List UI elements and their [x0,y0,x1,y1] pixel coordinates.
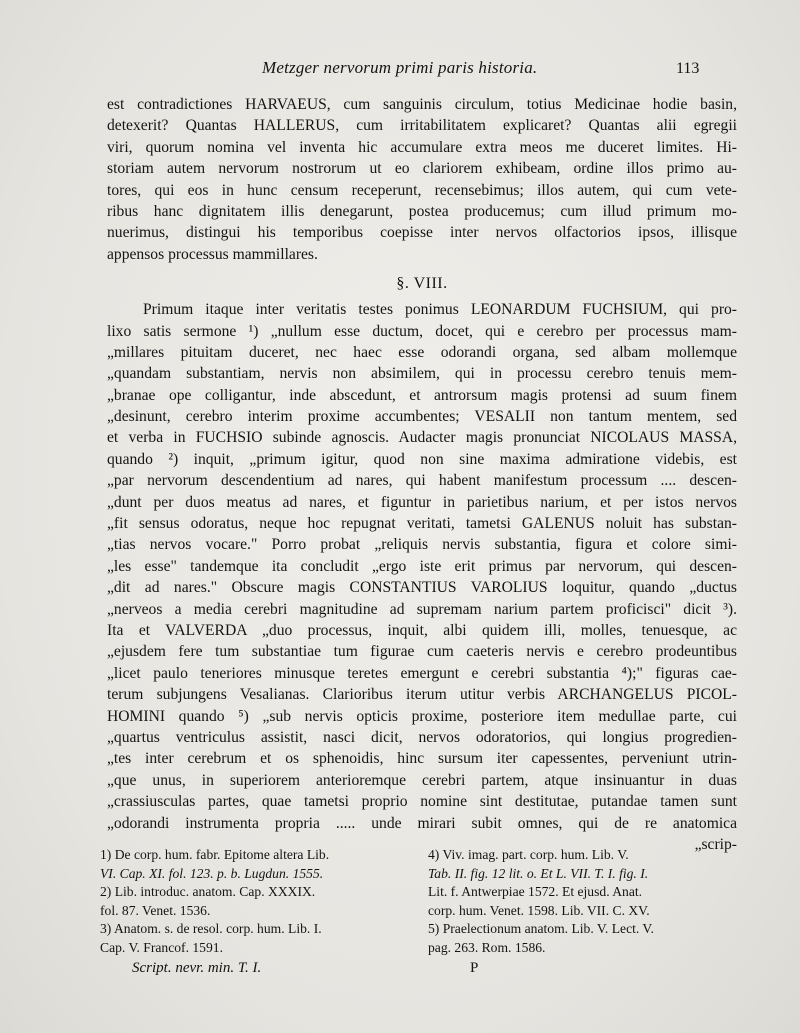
text-line: „tias nervos vocare." Porro probat „reliquis nervis substantia, figura et colore simi- [107,536,737,554]
text-line: detexerit? Quantas HALLERUS, cum irritabilitatem explicaret? Quantas alii egregii [107,117,737,135]
text-line: „quartus ventriculus assistit, nasci dicit, nervos odoratorios, qui longius progredien- [107,728,737,746]
catchword: „scrip- [694,835,737,853]
text-line: Primum itaque inter veritatis testes ponimus LEONARDUM FUCHSIUM, qui pro- [143,301,737,319]
signature-label: Script. nevr. min. T. I. [132,960,262,976]
text-line: „nerveos a media cerebri magnitudine ad supremam narium partem proficisci" dicit ³). [107,600,737,618]
text-line: est contradictiones HARVAEUS, cum sanguinis circulum, totius Medicinae hodie basin, [107,96,737,113]
section-paragraph [107,299,737,855]
text-line: HOMINI quando ⁵) „sub nervis opticis proxime, posteriore item medullae parte, cui [107,707,737,725]
footnote-line: fol. 87. Venet. 1536. [100,902,211,918]
footnote-line: corp. hum. Venet. 1598. Lib. VII. C. XV. [428,902,650,918]
text-line: „millares pituitam duceret, nec haec esse odorandi organa, sed albam mollemque [107,343,737,361]
text-line: viri, quorum nomina vel inventa hic accumulare extra meos me duceret limites. Hi- [107,138,737,156]
page-footer [0,960,800,984]
text-line: storiam autem nervorum nostrorum ut eo clariorem exhibeam, ordine illos primo au- [107,160,737,178]
text-line: „desinunt, cerebro interim proxime accumbentes; VESALII non tantum mentem, sed [107,408,737,426]
running-title: Metzger nervorum primi paris historia. [262,58,538,77]
section-heading: §. VIII. [396,275,448,293]
text-line: „odorandi instrumenta propria ..... unde mirari subit omnes, qui de re anatomica [107,814,737,832]
text-line: tores, qui eos in hunc censum receperunt, recensebimus; illos autem, qui cum vete- [107,181,737,199]
text-line: et verba in FUCHSIO subinde agnoscis. Audacter magis pronunciat NICOLAUS MASSA, [107,429,737,447]
text-line: appensos processus mammillares. [107,245,318,263]
text-line: „les esse" tandemque ita concludit „ergo iste erit primus par nervorum, qui descen- [107,557,737,575]
text-line: Ita et VALVERDA „duo processus, inquit, albi quidem illi, molles, tenuesque, ac [107,621,737,639]
text-line: „branae ope colligantur, inde abscedunt, et antrorsum magis protensi ad suum finem [107,386,737,404]
footnote-line: 1) De corp. hum. fabr. Epitome altera Lib. [100,847,330,862]
signature-mark: P [470,960,479,976]
footnote-line: VI. Cap. XI. fol. 123. p. b. Lugdun. 1555. [100,865,324,881]
footnotes [100,846,740,956]
text-line: „tes inter cerebrum et os sphenoidis, hinc sursum iter capessentes, perveniunt utrin- [107,750,737,768]
text-line: „dit ad nares." Obscure magis CONSTANTIUS VAROLIUS loquitur, quando „ductus [107,579,737,597]
body-text [107,94,737,855]
footnote-line: 2) Lib. introduc. anatom. Cap. XXXIX. [100,884,316,900]
footnote-line: 5) Praelectionum anatom. Lib. V. Lect. V. [428,921,654,937]
text-line: „par nervorum descendentium ad nares, qui habent manifestum processum .... descen- [107,472,737,490]
text-line: quando ²) inquit, „primum igitur, quod non sine maxima admiratione videbis, est [107,450,737,468]
footnote-line: Cap. V. Francof. 1591. [100,939,223,955]
footnote-line: Tab. II. fig. 12 lit. o. Et L. VII. T. I. fig. I. [428,865,649,881]
text-line: „que unus, in superiorem anterioremque cerebri partem, atque insinuantur in duas [107,771,737,789]
text-line: „crassiusculas partes, quae tametsi proprio nomine sint destitutae, putandae tamen sunt [107,793,737,811]
footnotes-left-column [100,846,400,958]
text-line: lixo satis sermone ¹) „nullum esse ductum, docet, qui e cerebro per processus mam- [107,322,737,340]
footnote-line: 4) Viv. imag. part. corp. hum. Lib. V. [428,847,629,862]
text-line: nuerimus, distingui his temporibus coepisse inter nervos olfactorios ipsos, illisque [107,224,737,242]
intro-paragraph [107,94,737,265]
text-line: terum subjungens Vesalianas. Clarioribus iterum utitur verbis ARCHANGELUS PICOL- [107,686,737,704]
text-line: „ejusdem fere tum substantiae tum figurae cum caeteris nervis e cerebro prodeuntibus [107,643,737,661]
text-line: „licet paulo teneriores minusque teretes emergunt e cerebri substantia ⁴);" figuras cae- [107,664,737,682]
running-head [0,58,800,82]
footnote-line: 3) Anatom. s. de resol. corp. hum. Lib. I. [100,921,322,937]
footnote-line: pag. 263. Rom. 1586. [428,939,546,955]
footnotes-right-column [428,846,728,958]
text-line: ribus hanc dignitatem illis denegarunt, postea producemus; cum illud primum mo- [107,202,737,220]
text-line: „fit sensus odoratus, neque hoc repugnat veritati, tametsi GALENUS noluit has substan- [107,515,737,533]
page-number: 113 [676,60,700,77]
footnote-line: Lit. f. Antwerpiae 1572. Et ejusd. Anat. [428,884,643,900]
text-line: „quandam substantiam, nervis non absimilem, qui in processu cerebro tenuis mem- [107,365,737,383]
text-line: „dunt per duos meatus ad nares, et figuntur in parietibus narium, et per istos nervos [107,493,737,511]
